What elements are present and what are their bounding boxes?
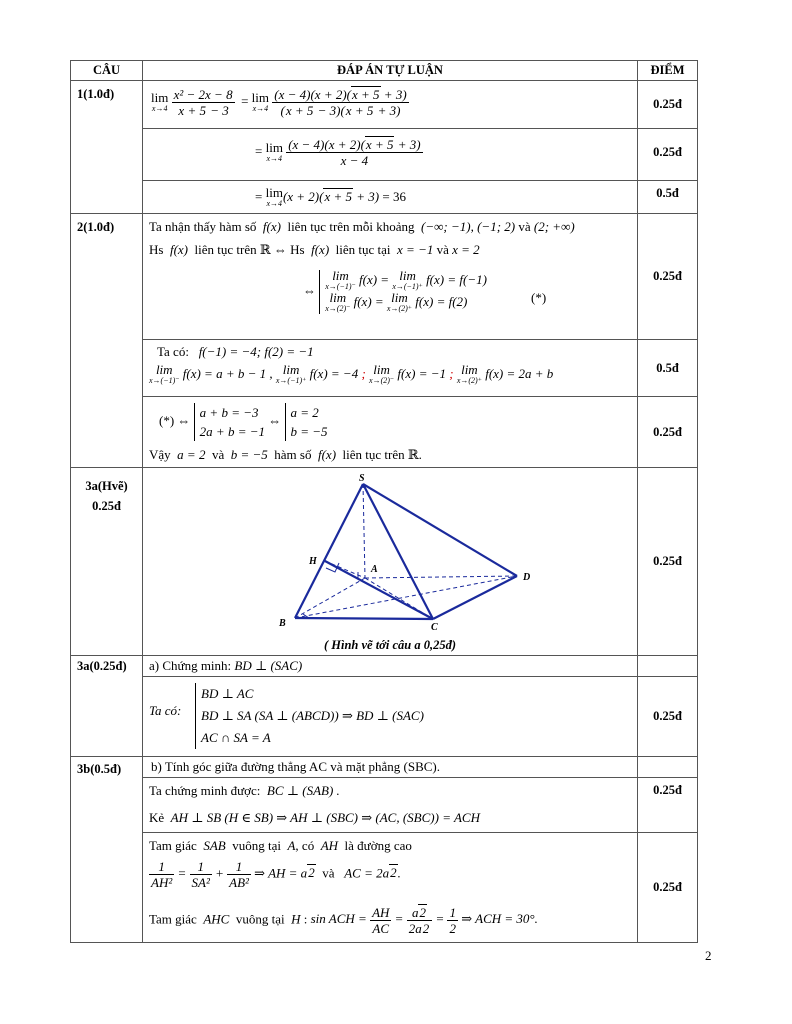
q3b-l3d: là đường cao bbox=[344, 838, 412, 853]
q2-text: Vậy bbox=[149, 447, 171, 462]
q3a-row-1 bbox=[71, 656, 698, 677]
q3b-row-3 bbox=[71, 833, 698, 943]
page-number: 2 bbox=[705, 948, 712, 963]
q3b-l2b: AH ⊥ SB (H ∈ SB) ⇒ AH ⊥ (SBC) ⇒ (AC, (SBC)) = ACH bbox=[170, 810, 480, 825]
q2-text: Hs bbox=[149, 242, 164, 257]
q3a-l1: BD ⊥ AC bbox=[201, 686, 254, 701]
vertex-D: D bbox=[523, 572, 531, 583]
q3a-l3: AC ∩ SA = A bbox=[201, 730, 271, 745]
q3-figure-points: 0.25đ bbox=[638, 468, 698, 656]
q3b-l5a: Tam giác bbox=[149, 911, 197, 927]
q3a-intro bbox=[143, 656, 638, 677]
q3b-l5b: vuông tại bbox=[235, 911, 285, 927]
q3b-l1a: Ta chứng minh được: bbox=[149, 783, 261, 798]
q3b-points-1: 0.25đ bbox=[638, 778, 698, 833]
q3b-l2a: Kẻ bbox=[149, 810, 165, 825]
q3a-intro-text: a) Chứng minh: bbox=[149, 658, 232, 673]
q2-text: ⇔ Hs bbox=[273, 242, 305, 257]
figure-caption: ( Hình vẽ tới câu a 0,25đ) bbox=[323, 638, 457, 652]
q1-label: 1(1.0đ) bbox=[71, 81, 143, 214]
header-dapan: ĐÁP ÁN TỰ LUẬN bbox=[143, 61, 638, 81]
q3b-l3c: , có bbox=[295, 838, 315, 853]
q3a-row-2 bbox=[71, 677, 698, 757]
q1-step-2: = lim x→4 $\frac{(x - 4)(x + 2)(x + 5 + 3)}{x - 4}$ bbox=[143, 129, 638, 181]
answer-table bbox=[70, 60, 698, 943]
q3b-label: 3b(0.5đ) bbox=[71, 757, 143, 943]
q2-step-1: Ta nhận thấy hàm số f(x) liên tục trên mỗi khoảng (−∞; −1), (−1; 2) và (2; +∞) Hs f(x) liên tục trên ℝ ⇔ Hs f(x) liên tục tại x = −1 và x = 2 ⇔ lim x→(−1)⁻ f(x) = lim x→(−1)⁺ f(x) = f(−1) lim x→(2)⁻ f(x) = lim x→(2)⁺ f(x) = f(2) (*) bbox=[143, 214, 638, 340]
vertex-A: A bbox=[371, 564, 378, 575]
q3a-points-empty bbox=[638, 656, 698, 677]
q3a-proof bbox=[143, 677, 638, 757]
q3b-intro-text: b) Tính góc giữa đường thẳng AC và mặt phẳng (SBC). bbox=[151, 759, 441, 774]
q2-text: và bbox=[211, 447, 225, 462]
q1-row-2 bbox=[71, 129, 698, 181]
q3b-l3b: vuông tại bbox=[232, 838, 281, 853]
header-diem: ĐIỂM bbox=[638, 61, 698, 81]
q1-step-3: = lim x→4 (x + 2)(x + 5 + 3) = 36 bbox=[143, 181, 638, 214]
vertex-H: H bbox=[309, 556, 317, 567]
q2-points-3: 0.25đ bbox=[638, 397, 698, 468]
q2-row-3 bbox=[71, 397, 698, 468]
q1-row-1 bbox=[71, 81, 698, 129]
vertex-S: S bbox=[359, 473, 365, 484]
q2-step-3: (*) ⇔ a + b = −3 2a + b = −1 ⇔ a = 2 b = −5 Vậy a = 2 và b = −5 hàm số f(x) liên tục trên ℝ. bbox=[143, 397, 638, 468]
q3b-l1b: BC ⊥ (SAB) . bbox=[266, 783, 340, 798]
vertex-C: C bbox=[431, 622, 438, 633]
q3b-points-empty bbox=[638, 757, 698, 778]
q2-taco: Ta có: bbox=[157, 344, 189, 359]
q2-star-ref: (*) bbox=[159, 412, 175, 428]
q2-points-2: 0.5đ bbox=[638, 340, 698, 397]
q1-points-3: 0.5đ bbox=[638, 181, 698, 214]
q3b-points-2: 0.25đ bbox=[638, 833, 698, 943]
q2-text: hàm số bbox=[274, 447, 312, 462]
q2-row-2 bbox=[71, 340, 698, 397]
header-row bbox=[71, 61, 698, 81]
q2-star: (*) bbox=[531, 290, 547, 305]
q2-text: liên tục trên mỗi khoảng bbox=[287, 219, 415, 234]
q3b-step-2: Tam giác SAB vuông tại A, có AH là đường cao $\frac{1}{\text{AH²}}$ = $\frac{1}{\text{SA²}}$ + $\frac{1}{\text{AB²}}$ ⇒ AH = a2 và AC = 2a2. Tam giác AHC vuông tại H : sin ACH = $\frac{AH}{AC}$ = $\frac{a2}{2a2}$ = $\frac{1}{2}$ ⇒ ACH = 30°. bbox=[143, 833, 638, 943]
q2-step-2: Ta có: f(−1) = −4; f(2) = −1 lim x→(−1)⁻ f(x) = a + b − 1 , lim x→(−1)⁺ f(x) = −4 ; lim x→(2)⁻ f(x) = −1 ; lim x→(2)⁺ f(x) = 2a + b bbox=[143, 340, 638, 397]
q3a-claim: BD ⊥ (SAC) bbox=[234, 658, 303, 673]
q2-text: Ta nhận thấy hàm số bbox=[149, 219, 257, 234]
q3-figure-label-2: 0.25đ bbox=[92, 499, 121, 513]
q3b-row-1 bbox=[71, 757, 698, 778]
q3a-label: 3a(0.25đ) bbox=[71, 656, 143, 757]
q2-text: liên tục tại bbox=[335, 242, 391, 257]
q3a-taco: Ta có: bbox=[149, 703, 182, 718]
q3-figure-label bbox=[71, 468, 143, 656]
q3b-step-1 bbox=[143, 778, 638, 833]
vertex-B: B bbox=[279, 618, 286, 629]
q2-text: và bbox=[436, 242, 449, 257]
q3-figure-row bbox=[71, 468, 698, 656]
q2-text: và bbox=[518, 219, 531, 234]
q1-step-1: lim x→4 $\frac{\text{x² − 2x − 8}}{x + 5 - 3}$ = lim x→4 $\frac{(x - 4)(x + 2)(x + 5 + 3)}{(x + 5 - 3)(x + 5 + 3)}$ bbox=[143, 81, 638, 129]
q3a-points: 0.25đ bbox=[638, 677, 698, 757]
q1-result: = 36 bbox=[382, 188, 406, 204]
header-cau: CÂU bbox=[71, 61, 143, 81]
q3b-row-2 bbox=[71, 778, 698, 833]
q3b-intro bbox=[143, 757, 638, 778]
q1-points-1: 0.25đ bbox=[638, 81, 698, 129]
q2-points-1: 0.25đ bbox=[638, 214, 698, 340]
q2-text: liên tục trên ℝ. bbox=[342, 447, 422, 462]
q2-row-1 bbox=[71, 214, 698, 340]
q1-points-2: 0.25đ bbox=[638, 129, 698, 181]
q2-text: liên tục trên bbox=[194, 242, 257, 257]
pyramid-figure-cell bbox=[143, 468, 638, 656]
pyramid-diagram bbox=[143, 468, 638, 656]
q2-label: 2(1.0đ) bbox=[71, 214, 143, 468]
q3b-l3a: Tam giác bbox=[149, 838, 197, 853]
q3a-l2: BD ⊥ SA (SA ⊥ (ABCD)) ⇒ BD ⊥ (SAC) bbox=[201, 708, 424, 723]
q2-values: f(−1) = −4; f(2) = −1 bbox=[198, 344, 314, 359]
q3-figure-label-1: 3a(Hvẽ) bbox=[85, 479, 128, 493]
q1-row-3 bbox=[71, 181, 698, 214]
